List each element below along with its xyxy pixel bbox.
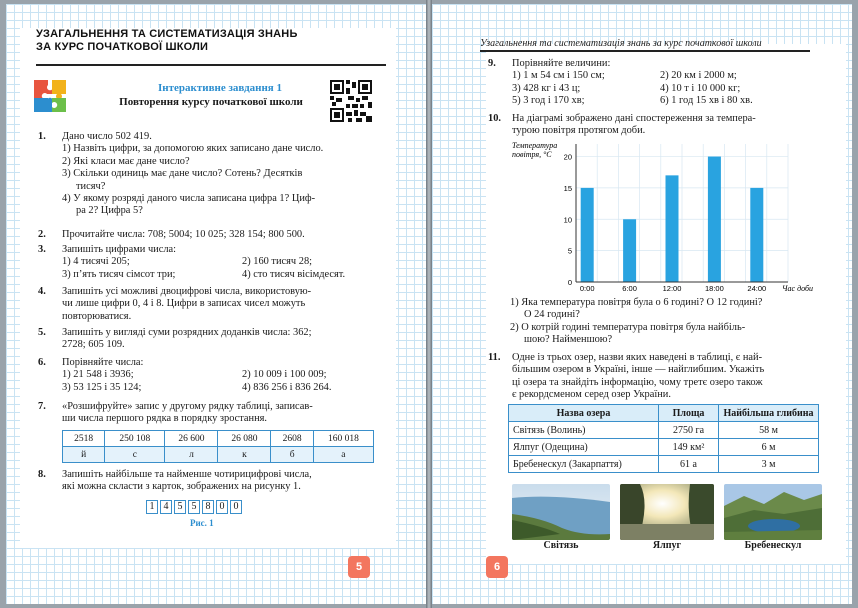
table-cell: б	[271, 447, 313, 463]
table-cell: 26 080	[218, 431, 271, 447]
section-header: УЗАГАЛЬНЕННЯ ТА СИСТЕМАТИЗАЦІЯ ЗНАНЬ ЗА КУРС ПОЧАТКОВОЇ ШКОЛИ	[36, 28, 298, 53]
bar-600	[623, 219, 636, 282]
digit-card: 0	[230, 500, 242, 514]
task-10-questions: 1) Яка температура повітря була о 6 годині? О 12 годині? О 24 годині? 2) О котрій годині температура повітря була найбіль- шою? Найменшою?	[510, 297, 763, 346]
lakes-table	[508, 404, 819, 473]
x-tick-label: 0:00	[579, 284, 595, 293]
table-cell: й	[63, 447, 105, 463]
decode-table	[62, 430, 374, 463]
table-cell: 26 600	[165, 431, 218, 447]
digit-card: 1	[146, 500, 158, 514]
table-row: Бребенескул (Закарпаття) 61 а 3 м	[509, 456, 819, 473]
page-number-right: 6	[486, 556, 508, 578]
task-9: 9. Порівняйте величини: 1) 1 м 54 см і 150 см; 2) 20 км і 2000 м; 3) 428 кг і 43 ц; 4) 10 т і 10 000 кг; 5) 3 год і 170 хв; 6) 1 год 15 хв і 80 хв.	[488, 58, 753, 107]
header-rule	[36, 64, 386, 66]
digit-card: 8	[202, 500, 214, 514]
table-header: Найбільша глибина	[719, 405, 819, 422]
digit-card: 4	[160, 500, 172, 514]
digit-card: 5	[188, 500, 200, 514]
puzzle-icon	[32, 78, 68, 114]
photo-caption: Бребенескул	[744, 540, 802, 551]
y-tick-label: 5	[567, 246, 572, 256]
table-row: Ялпуг (Одещина) 149 км² 6 м	[509, 439, 819, 456]
bar-2400	[750, 188, 763, 282]
chart-x-ticks	[580, 284, 766, 293]
y-tick-label: 15	[563, 183, 572, 193]
table-cell: 2518	[63, 431, 105, 447]
x-axis-label: Час доби	[782, 284, 814, 293]
y-tick-label: 0	[567, 278, 572, 287]
table-cell: 250 108	[105, 431, 165, 447]
photo-caption: Ялпуг	[652, 540, 682, 551]
brebeneskul-lake-photo	[724, 484, 822, 540]
chart-y-ticks	[564, 153, 572, 287]
table-header: Назва озера	[509, 405, 659, 422]
table-cell: л	[165, 447, 218, 463]
interactive-task-title[interactable]: Інтерактивне завдання 1	[157, 82, 283, 94]
x-tick-label: 12:00	[662, 284, 682, 293]
bar-1200	[666, 175, 679, 282]
digit-cards	[146, 500, 242, 514]
table-header: Площа	[659, 405, 719, 422]
x-tick-label: 24:00	[747, 284, 767, 293]
y-axis-label: Температура повітря, °С	[512, 141, 558, 159]
table-cell: 160 018	[313, 431, 373, 447]
table-row: Світязь (Волинь) 2750 га 58 м	[509, 422, 819, 439]
figure-caption: Рис. 1	[190, 518, 214, 528]
svityaz-lake-photo	[512, 484, 610, 540]
digit-card: 5	[174, 500, 186, 514]
page-number-left: 5	[348, 556, 370, 578]
photo-caption: Світязь	[543, 540, 579, 551]
running-head: Узагальнення та систематизація знань за курс початкової школи	[480, 38, 810, 52]
bar-000	[581, 188, 594, 282]
interactive-task-subtitle: Повторення курсу початкової школи	[119, 96, 303, 108]
x-tick-label: 18:00	[705, 284, 724, 293]
task-6: 6. Порівняйте числа: 1) 21 548 і 3936; 2) 10 009 і 100 009; 3) 53 125 і 35 124; 4) 836 256 і 836 264.	[38, 357, 332, 393]
task-3: 3. Запишіть цифрами числа: 1) 4 тисячі 205; 2) 160 тисяч 28; 3) п’ять тисяч сімсот три; 4) сто тисяч вісімдесят.	[38, 244, 346, 280]
y-tick-label: 20	[563, 152, 572, 162]
table-cell: 2608	[271, 431, 313, 447]
bar-1800	[708, 157, 721, 282]
qr-code-icon[interactable]	[330, 80, 372, 122]
digit-card: 0	[216, 500, 228, 514]
x-tick-label: 6:00	[622, 284, 637, 293]
temperature-bar-chart	[510, 140, 820, 294]
table-cell: с	[105, 447, 165, 463]
yalpuh-lake-photo	[620, 484, 714, 540]
table-cell: к	[218, 447, 271, 463]
table-cell: а	[313, 447, 373, 463]
y-tick-label: 10	[563, 215, 572, 225]
